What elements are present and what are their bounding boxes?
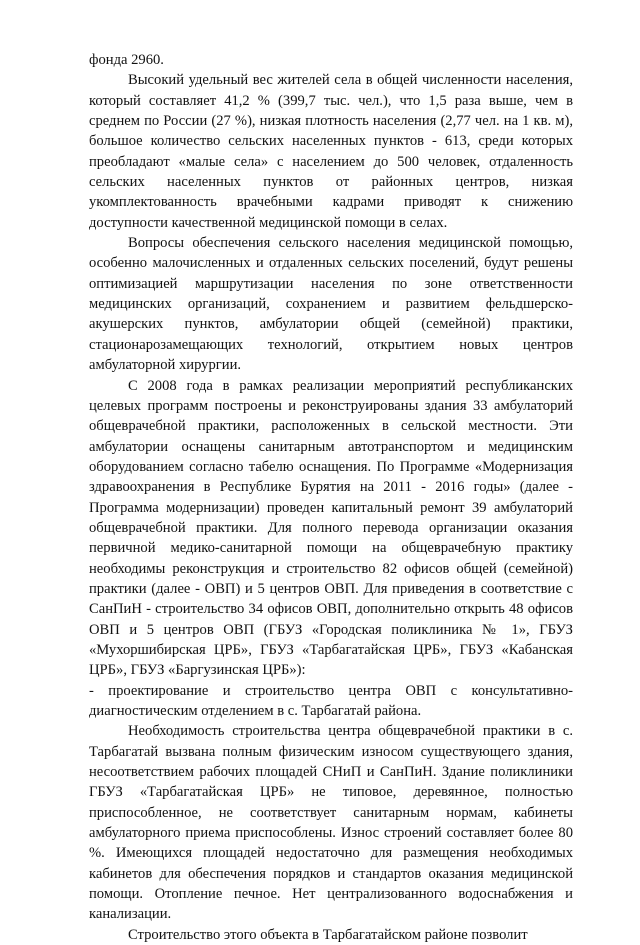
paragraph-fund-continuation: фонда 2960. — [89, 52, 164, 68]
paragraph-tarbagatai-necessity: Необходимость строительства центра общеврачебной практики в с. Тарбагатай вызвана полным физическим износом существующего здания, несоответствием рабочих площадей СНиП и СанПиН. Здание поликлиники ГБУЗ «Тарбагатайская ЦРБ» не типовое, деревянное, полностью приспособленное, не соответствует санитарным нормам, кабинеты амбулаторного приема приспособлены. Износ строений составляет более 80 %. Имеющихся площадей недостаточно для размещения необходимых кабинетов для обеспечения порядков и стандартов оказания медицинской помощи. Отопление печное. Нет централизованного водоснабжения и канализации. — [89, 723, 573, 923]
paragraph-ambulatory-construction: С 2008 года в рамках реализации мероприятий республиканских целевых программ построены и реконструированы здания 33 амбулаторий общеврачебной практики, расположенных в сельской местности. Эти амбулатории оснащены санитарным автотранспортом и медицинским оборудованием согласно табелю оснащения. По Программе «Модернизация здравоохранения в Республике Бурятия на 2011 - 2016 годы» (далее - Программа модернизации) проведен капитальный ремонт 39 амбулаторий общеврачебной практики. Для полного перевода организации оказания первичной медико-санитарной помощи на общеврачебную практику необходимы реконструкция и строительство 82 офисов общей (семейной) практики (далее - ОВП) и 5 центров ОВП. Для приведения в соответствие с СанПиН - строительство 34 офисов ОВП, дополнительно открыть 48 офисов ОВП и 5 центров ОВП (ГБУЗ «Городская поликлиника № 1», ГБУЗ «Мухоршибирская ЦРБ», ГБУЗ «Тарбагатайская ЦРБ», ГБУЗ «Кабанская ЦРБ», ГБУЗ «Баргузинская ЦРБ»): — [89, 377, 573, 679]
paragraph-rural-healthcare-issues: Вопросы обеспечения сельского населения медицинской помощью, особенно малочисленных и отдаленных сельских поселений, будут решены оптимизацией маршрутизации населения по зоне ответственности медицинских организаций, сохранением и развитием фельдшерско-акушерских пунктов, амбулатории общей (семейной) практики, стационарозамещающих технологий, открытием новых центров амбулаторной хирургии. — [89, 235, 573, 374]
paragraph-construction-conclusion: Строительство этого объекта в Тарбагатайском районе позволит — [128, 926, 528, 943]
paragraph-rural-population: Высокий удельный вес жителей села в общей численности населения, который составляет 41,2 % (399,7 тыс. чел.), что 1,5 раза выше, чем в среднем по России (27 %), низкая плотность населения (2,77 чел. на 1 кв. м), большое количество сельских населенных пунктов - 613, среди которых преобладают «малые села» с населением до 500 человек, отдаленность сельских населенных пунктов от районных центров, низкая укомплектованность врачебными кадрами приводят к снижению доступности качественной медицинской помощи в селах. — [89, 72, 573, 231]
paragraph-design-construction-item: - проектирование и строительство центра ОВП с консультативно-диагностическим отделением в с. Тарбагатай района. — [89, 682, 573, 719]
document-page — [89, 50, 573, 945]
